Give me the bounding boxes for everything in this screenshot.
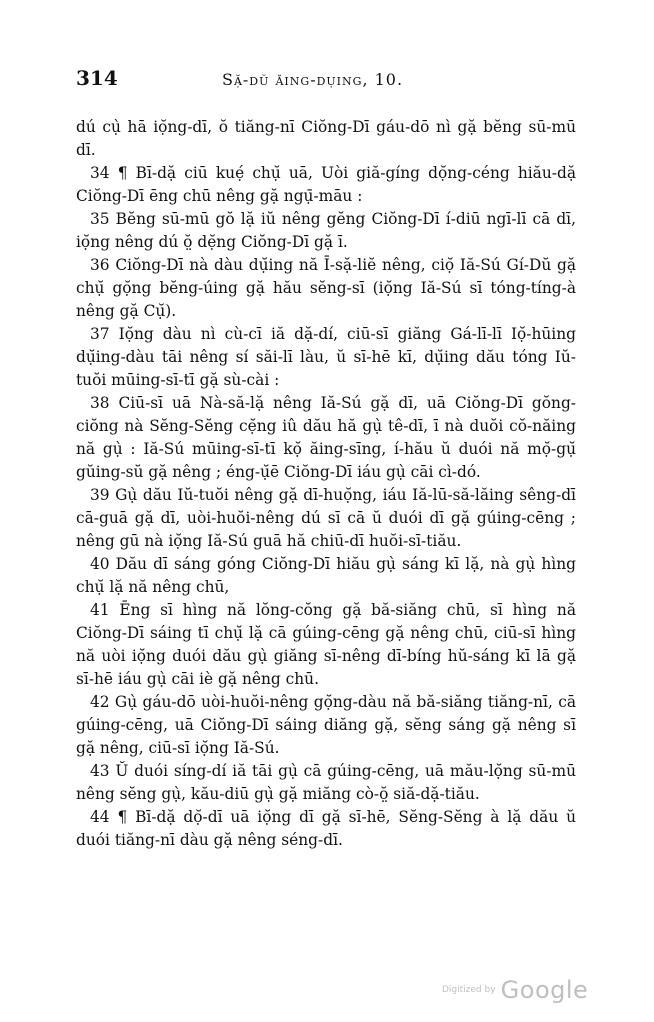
body-text [76,116,576,852]
verse-43: 43 Ŭ duói síng-dí iă tāi gụ̀ cā gúing-cēng, uā mău-lọ̆ng sū-mū nêng sĕng gụ̀, kău-diū gụ̀ gặ miăng cò-ŏ̤ siă-dặ-tiău. [76,762,576,803]
verse-42: 42 Gụ̀ gáu-dō uòi-huŏi-nêng gọ̆ng-dàu nă bă-siăng tiăng-nī, cā gúing-cēng, uā Ciŏng-Dī sáing diăng gặ, sĕng sáng gặ nêng sī gặ nêng, ciū-sī iọ̆ng Iă-Sú. [76,693,576,757]
digitized-watermark [442,976,588,1004]
paragraph-continued: dú cụ̀ hā iọ̆ng-dī, ŏ tiăng-nī Ciŏng-Dī gáu-dō nì gặ bĕng sū-mū dī. [76,118,576,159]
verse-36: 36 Ciŏng-Dī nà dàu dụ̆ing nă Ī-sặ-liĕ nêng, ciọ̆ Iă-Sú Gí-Dŭ gặ chụ̆ gọ̆ng bĕng-úing gặ hău sĕng-sī (iọ̆ng Iă-Sú sī tóng-tíng-à nêng gặ Cụ̆). [76,256,576,320]
verse-34: 34 ¶ Bī-dặ ciū kuẹ́ chụ̆ uā, Uòi giă-gíng dọ̆ng-céng hiău-dặ Ciŏng-Dī ēng chū nêng gặ ngụ̄-māu : [76,164,576,205]
page-number: 314 [76,66,118,90]
running-title: Sặ-dǔ ăing-dụing, 10. [222,70,404,89]
page-header [76,64,576,94]
verse-39: 39 Gụ̀ dău Iŭ-tuŏi nêng gặ dī-huọ̆ng, iáu Iă-lū-să-lăing sêng-dī cā-guā gặ dī, uòi-huŏi-nêng dú sī cā ŭ duói dī gặ gúing-cēng ; nêng gū nà iọ̆ng Iă-Sú guā hă chiū-dī huŏi-sī-tiău. [76,486,576,550]
verse-37: 37 Iọ̆ng dàu nì cù-cī iă dặ-dí, ciū-sī giăng Gá-lī-lī Iọ̆-hūing dụ̆ing-dàu tāi nêng sí săi-lī làu, ŭ sī-hē kī, dụ̆ing dău tóng Iŭ-tuŏi mūing-sī-tī gặ sù-cài : [76,325,576,389]
verse-44: 44 ¶ Bī-dặ dọ̆-dī uā iọ̆ng dī gặ sī-hē, Sĕng-Sĕng à lặ dău ŭ duói tiăng-nī dàu gặ nêng séng-dī. [76,808,576,849]
google-logo: Google [500,976,589,1004]
verse-41: 41 Ēng sī hìng nă lŏng-cŏng gặ bă-siăng chū, sī hìng nă Ciŏng-Dī sáing tī chụ̆ lặ cā gúing-cēng gặ nêng chū, ciū-sī hìng nă uòi iọ̆ng duói dău gụ̀ giăng sī-nêng dī-bíng hŭ-sáng kī lā gặ sī-hē iáu gụ̀ cāi iè gặ nêng chū. [76,601,576,688]
verse-35: 35 Bĕng sū-mū gŏ lặ iŭ nêng gĕng Ciŏng-Dī í-diū ngī-lī cā dī, iọ̆ng nêng dú ŏ̤ dẹ̆ng Ciŏng-Dī gặ ī. [76,210,576,251]
digitized-label: Digitized by [442,985,496,995]
verse-40: 40 Dău dī sáng góng Ciŏng-Dī hiău gụ̀ sáng kī lặ, nà gụ̀ hìng chụ̆ lặ nă nêng chū, [76,555,576,596]
verse-38: 38 Ciū-sī uā Nà-să-lặ nêng Iă-Sú gặ dī, uā Ciŏng-Dī gŏng-ciŏng nà Sĕng-Sĕng cẹ̆ng iû dău hă gụ̀ tê-dī, ī nà duŏi cŏ-năing nă gụ̀ : Iă-Sú mūing-sī-tī kọ̆ ăing-sīng, í-hău ŭ duói nă mọ̆-gụ̆ gŭing-sŭ gặ nêng ; éng-ụ̆ē Ciŏng-Dī iáu gụ̀ cāi cì-dó. [76,394,576,481]
page [76,64,576,852]
